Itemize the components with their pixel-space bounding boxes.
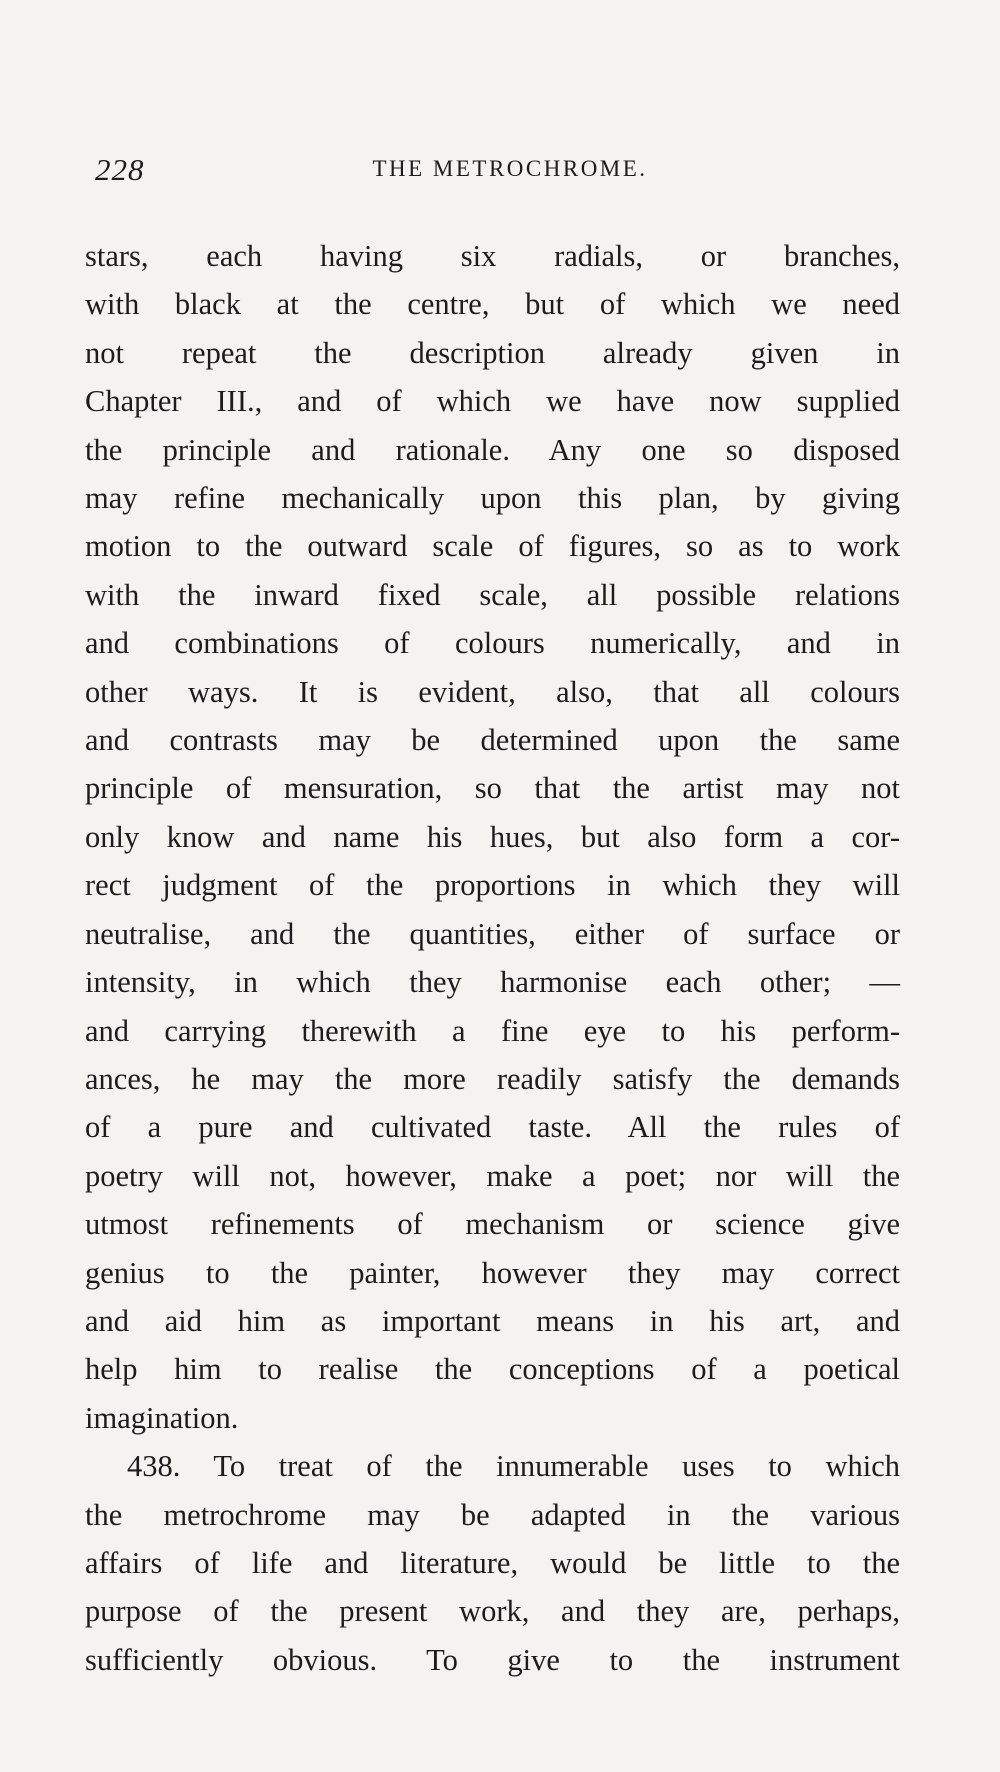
text-line: affairs of life and literature, would be little to the	[85, 1545, 900, 1580]
text-line: neutralise, and the quantities, either of surface or	[85, 916, 900, 951]
text-line: and combinations of colours numerically, and in	[85, 626, 900, 661]
text-line: and contrasts may be determined upon the same	[85, 723, 900, 758]
text-line: principle of mensuration, so that the artist may not	[85, 771, 900, 806]
running-head	[95, 152, 905, 192]
text-line: sufficiently obvious. To give to the instrument	[85, 1642, 900, 1677]
body-text	[85, 232, 900, 1684]
text-line: poetry will not, however, make a poet; nor will the	[85, 1158, 900, 1193]
text-line: the principle and rationale. Any one so disposed	[85, 432, 900, 467]
text-line: stars, each having six radials, or branches,	[85, 239, 900, 273]
text-line: and aid him as important means in his art, and	[85, 1303, 900, 1338]
text-line: motion to the outward scale of figures, so as to work	[85, 529, 900, 564]
text-line: with black at the centre, but of which we need	[85, 287, 900, 322]
text-line: the metrochrome may be adapted in the various	[85, 1497, 900, 1532]
text-line: help him to realise the conceptions of a poetical	[85, 1352, 900, 1387]
text-line: other ways. It is evident, also, that all colours	[85, 674, 900, 709]
text-line: may refine mechanically upon this plan, by giving	[85, 481, 900, 516]
text-line: not repeat the description already given in	[85, 335, 900, 370]
running-title: THE METROCHROME.	[372, 156, 648, 181]
text-line: 438. To treat of the innumerable uses to which	[127, 1449, 900, 1484]
text-line: utmost refinements of mechanism or science give	[85, 1207, 900, 1242]
text-line: imagination.	[85, 1400, 239, 1435]
text-line: genius to the painter, however they may correct	[85, 1255, 900, 1290]
text-line: ances, he may the more readily satisfy the demands	[85, 1061, 900, 1096]
text-line: only know and name his hues, but also form a cor-	[85, 819, 900, 854]
text-line: of a pure and cultivated taste. All the rules of	[85, 1110, 900, 1145]
text-line: with the inward fixed scale, all possible relations	[85, 577, 900, 612]
paragraph-1	[85, 232, 900, 1442]
text-line: Chapter III., and of which we have now supplied	[85, 384, 900, 419]
paragraph-438	[85, 1442, 900, 1684]
text-line: rect judgment of the proportions in which they will	[85, 868, 900, 903]
text-line: and carrying therewith a fine eye to his perform-	[85, 1013, 900, 1048]
page-number: 228	[95, 152, 145, 187]
text-line: purpose of the present work, and they are, perhaps,	[85, 1594, 900, 1629]
text-line: intensity, in which they harmonise each other; —	[85, 965, 900, 1000]
